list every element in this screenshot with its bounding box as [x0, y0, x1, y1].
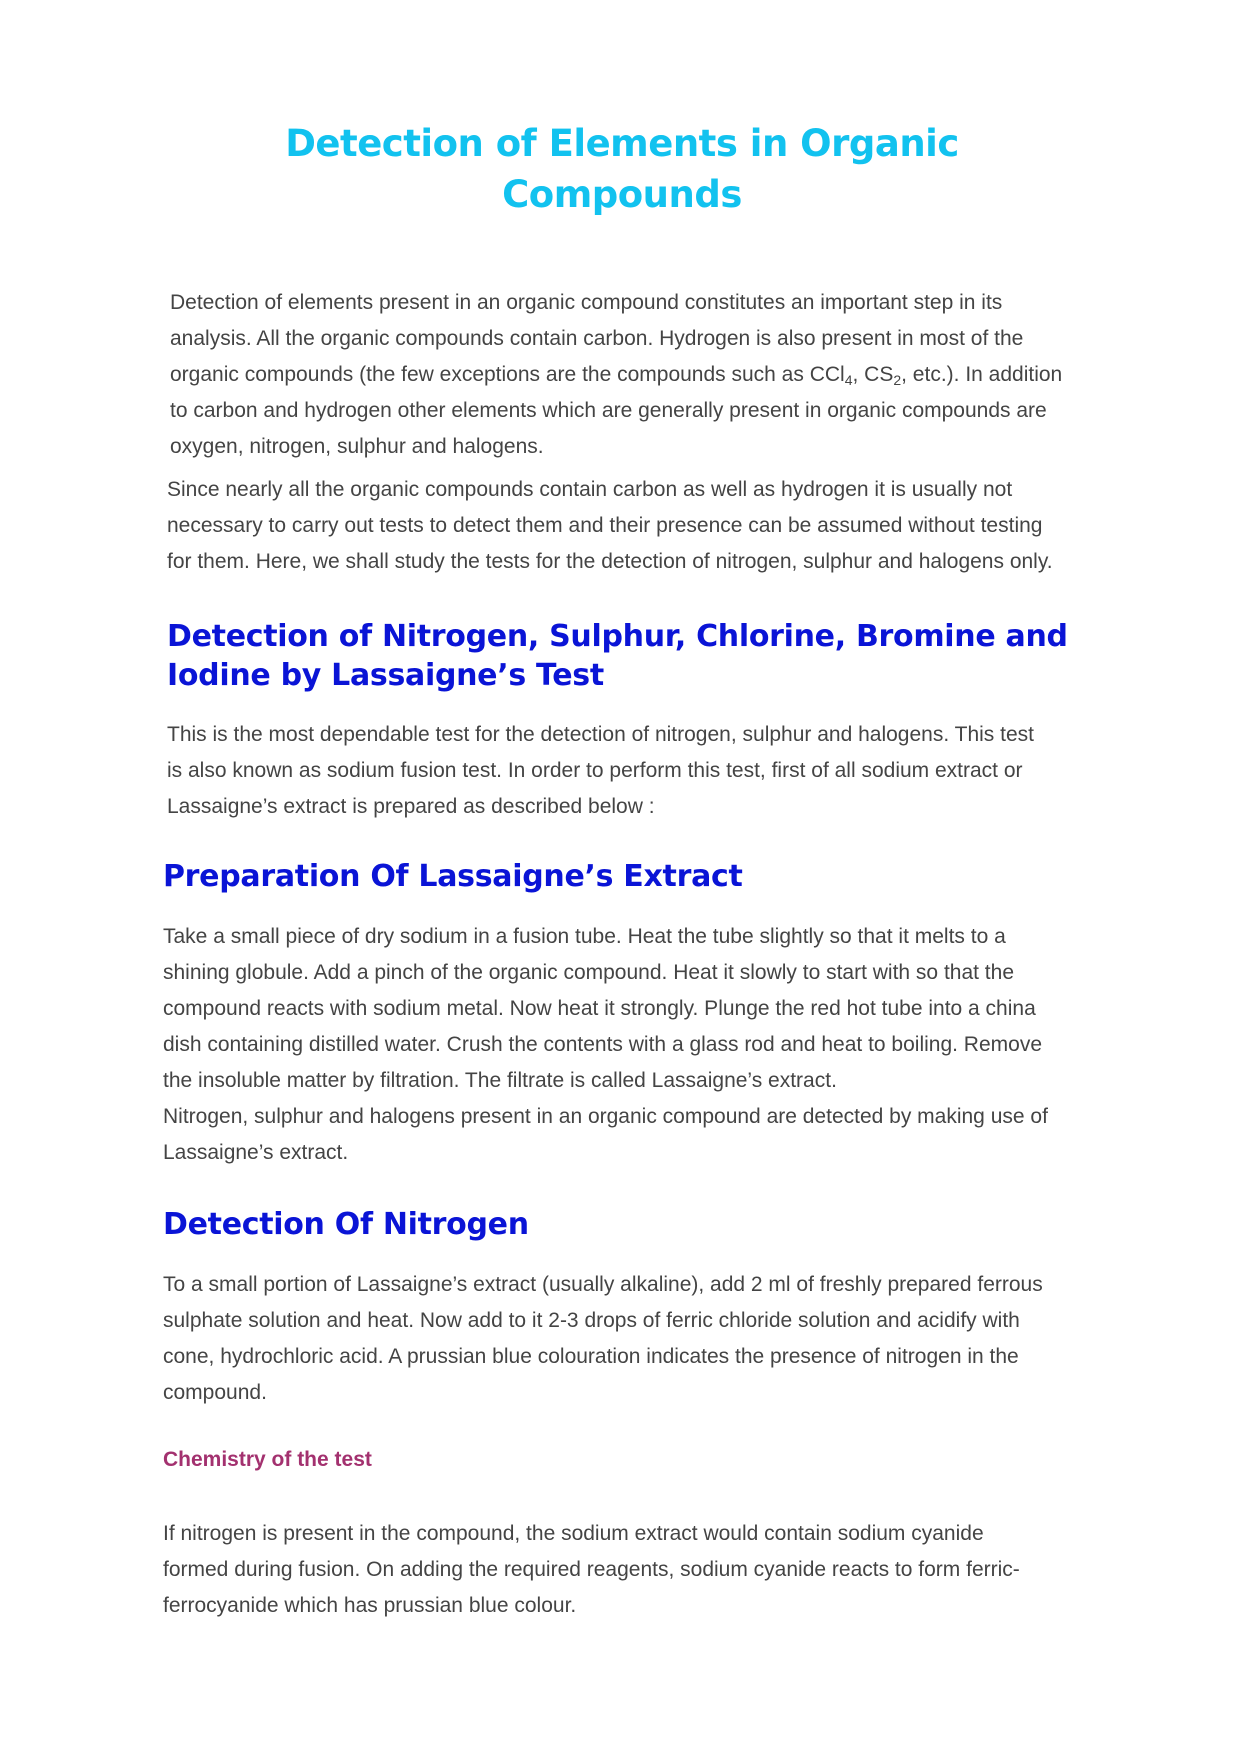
text-line: To a small portion of Lassaigne’s extract (usually alkaline), add 2 ml of freshly prepared ferrous	[163, 1273, 1043, 1296]
nitrogen-paragraph	[163, 1267, 1043, 1411]
lassaigne-paragraph	[167, 717, 1034, 825]
page-title-line-2: Compounds	[502, 173, 742, 216]
text-line: shining globule. Add a pinch of the organic compound. Heat it slowly to start with so that the	[163, 961, 1015, 984]
text-line: necessary to carry out tests to detect them and their presence can be assumed without testing	[167, 514, 1043, 537]
text-line: This is the most dependable test for the detection of nitrogen, sulphur and halogens. This test	[167, 723, 1034, 746]
chemistry-paragraph	[163, 1516, 1020, 1624]
text-line-with-formulas	[170, 357, 1062, 393]
text-fragment: , CS	[852, 363, 894, 386]
text-line: the insoluble matter by filtration. The filtrate is called Lassaigne’s extract.	[163, 1069, 837, 1092]
text-line: Take a small piece of dry sodium in a fusion tube. Heat the tube slightly so that it melts to a	[163, 925, 1006, 948]
text-line: dish containing distilled water. Crush the contents with a glass rod and heat to boiling. Remove	[163, 1033, 1043, 1056]
text-line: cone, hydrochloric acid. A prussian blue colouration indicates the presence of nitrogen in the	[163, 1345, 1019, 1368]
heading-line: Detection of Nitrogen, Sulphur, Chlorine, Bromine and	[167, 619, 1068, 654]
intro-paragraph-1	[170, 285, 1062, 465]
subscript: 2	[893, 372, 902, 388]
subscript: 4	[844, 372, 853, 388]
text-line: is also known as sodium fusion test. In order to perform this test, first of all sodium extract or	[167, 759, 1023, 782]
text-fragment: organic compounds (the few exceptions are the compounds such as CCl	[170, 363, 845, 386]
text-line: formed during fusion. On adding the required reagents, sodium cyanide reacts to form ferric-	[163, 1558, 1020, 1581]
text-fragment: , etc.). In addition	[901, 363, 1063, 386]
heading-line: Preparation Of Lassaigne’s Extract	[163, 859, 743, 894]
text-line: for them. Here, we shall study the tests for the detection of nitrogen, sulphur and halogens only.	[167, 550, 1053, 573]
text-line: Since nearly all the organic compounds contain carbon as well as hydrogen it is usually not	[167, 478, 1013, 501]
page-title	[200, 118, 1044, 220]
heading-lassaigne-test	[167, 617, 1068, 695]
intro-paragraph-2	[167, 472, 1053, 580]
text-line: Nitrogen, sulphur and halogens present in an organic compound are detected by making use of	[163, 1105, 1048, 1128]
heading-nitrogen	[163, 1205, 529, 1244]
text-line: Lassaigne’s extract is prepared as described below :	[167, 795, 655, 818]
page-title-line-1: Detection of Elements in Organic	[285, 122, 959, 165]
heading-line: Detection Of Nitrogen	[163, 1207, 529, 1242]
heading-chemistry-of-test	[163, 1446, 372, 1474]
heading-preparation	[163, 857, 743, 896]
text-line: compound reacts with sodium metal. Now heat it strongly. Plunge the red hot tube into a china	[163, 997, 1036, 1020]
text-line: sulphate solution and heat. Now add to it 2-3 drops of ferric chloride solution and acidify with	[163, 1309, 1020, 1332]
text-line: Lassaigne’s extract.	[163, 1141, 349, 1164]
text-line: compound.	[163, 1381, 267, 1404]
text-line: oxygen, nitrogen, sulphur and halogens.	[170, 435, 544, 458]
text-line: Detection of elements present in an organic compound constitutes an important step in its	[170, 291, 1003, 314]
text-line: to carbon and hydrogen other elements which are generally present in organic compounds are	[170, 399, 1047, 422]
text-line: analysis. All the organic compounds contain carbon. Hydrogen is also present in most of the	[170, 327, 1024, 350]
preparation-paragraph	[163, 919, 1048, 1171]
text-line: ferrocyanide which has prussian blue colour.	[163, 1594, 577, 1617]
heading-line: Chemistry of the test	[163, 1448, 372, 1471]
text-line: If nitrogen is present in the compound, the sodium extract would contain sodium cyanide	[163, 1522, 984, 1545]
heading-line: Iodine by Lassaigne’s Test	[167, 658, 604, 693]
